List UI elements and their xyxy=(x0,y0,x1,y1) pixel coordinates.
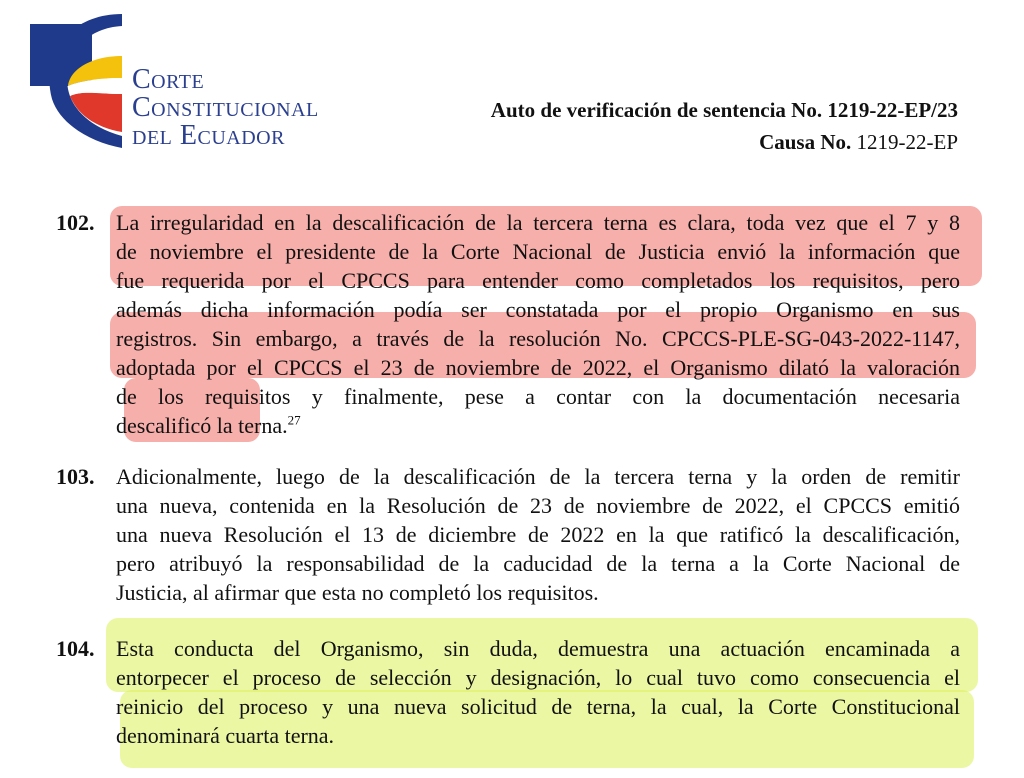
text-line: una nueva, contenida en la Resolución de 23 de noviembre de 2022, el CPCCS emitió xyxy=(116,493,960,518)
footnote-ref[interactable]: 27 xyxy=(287,412,301,428)
paragraph-text xyxy=(116,208,960,440)
paragraph-number: 104. xyxy=(56,636,95,661)
logo-line-del-ecuador: del Ecuador xyxy=(132,120,285,151)
text-line-content: descalificó la terna. xyxy=(116,413,288,438)
text-line: fue requerida por el CPCCS para entender como completados los requisitos, pero xyxy=(116,268,960,293)
text-line: La irregularidad en la descalificación de la tercera terna es clara, toda vez que el 7 y 8 xyxy=(116,210,960,235)
logo-wordmark xyxy=(132,66,319,150)
text-line: entorpecer el proceso de selección y designación, lo cual tuvo como consecuencia el xyxy=(116,665,960,690)
text-line-last: Justicia, al afirmar que esta no completó los requisitos. xyxy=(116,580,599,605)
paragraph-text xyxy=(116,462,960,607)
causa-label: Causa No. xyxy=(759,130,852,154)
paragraph-text xyxy=(116,634,960,750)
text-line: una nueva Resolución el 13 de diciembre de 2022 en la que ratificó la descalificación, xyxy=(116,522,960,547)
text-line: registros. Sin embargo, a través de la resolución No. CPCCS-PLE-SG-043-2022-1147, xyxy=(116,326,960,351)
document-header xyxy=(491,94,958,158)
logo-line-corte: Corte xyxy=(132,64,205,95)
corte-constitucional-logo-emblem xyxy=(30,14,130,149)
text-line: Adicionalmente, luego de la descalificación de la tercera terna y la orden de remitir xyxy=(116,464,960,489)
text-line: además dicha información podía ser constatada por el propio Organismo en sus xyxy=(116,297,960,322)
causa-line xyxy=(491,126,958,158)
text-line-last xyxy=(116,411,960,440)
paragraph-number: 103. xyxy=(56,464,95,489)
text-line: adoptada por el CPCCS el 23 de noviembre de 2022, el Organismo dilató la valoración xyxy=(116,355,960,380)
text-line: de noviembre el presidente de la Corte Nacional de Justicia envió la información que xyxy=(116,239,960,264)
auto-title: Auto de verificación de sentencia No. 1219-22-EP/23 xyxy=(490,98,958,122)
text-line: Esta conducta del Organismo, sin duda, demuestra una actuación encaminada a xyxy=(116,636,960,661)
causa-value: 1219-22-EP xyxy=(856,130,958,154)
text-line: reinicio del proceso y una nueva solicitud de terna, la cual, la Corte Constitucional xyxy=(116,694,960,719)
text-line: pero atribuyó la responsabilidad de la caducidad de la terna a la Corte Nacional de xyxy=(116,551,960,576)
text-line: de los requisitos y finalmente, pese a contar con la documentación necesaria xyxy=(116,384,960,409)
logo-line-constitucional: Constitucional xyxy=(132,92,319,123)
paragraph-number: 102. xyxy=(56,210,95,235)
text-line-last: denominará cuarta terna. xyxy=(116,723,335,748)
